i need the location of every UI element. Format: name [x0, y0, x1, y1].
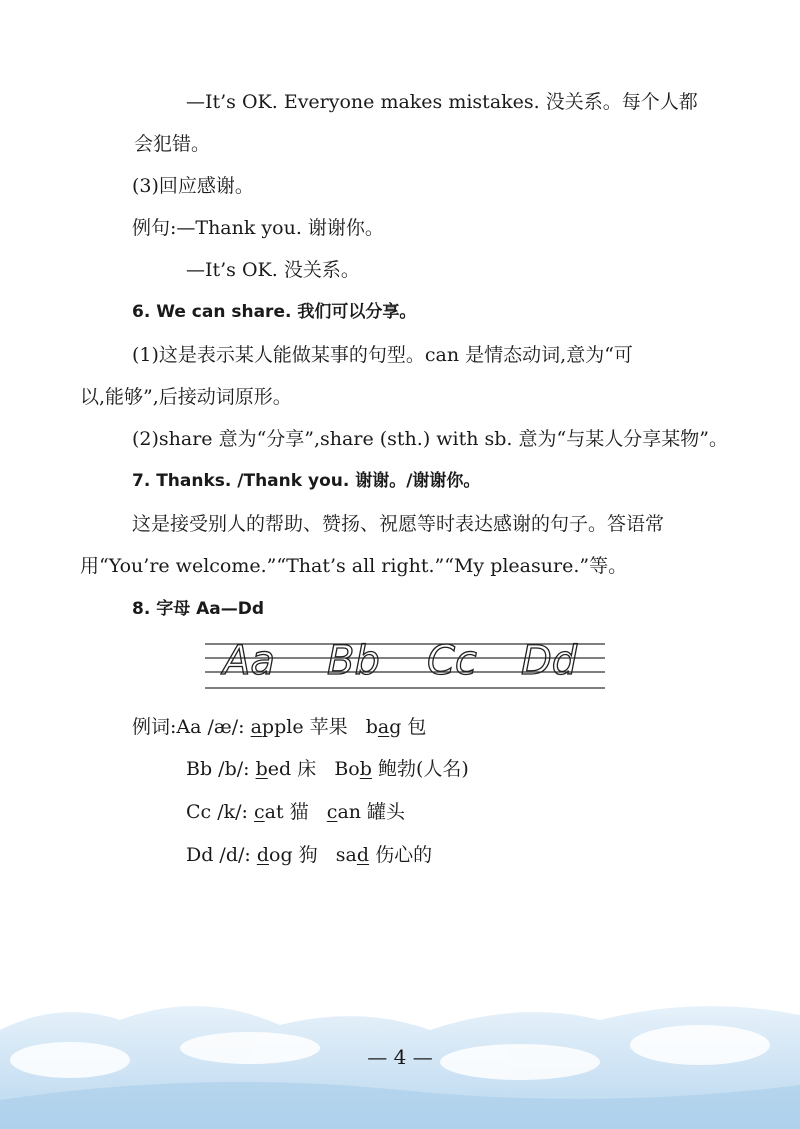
section-heading: 6. We can share. 我们可以分享。: [132, 302, 417, 322]
letter-cc: Cc: [427, 638, 477, 684]
example-row: [186, 799, 405, 825]
example-word: ed 床: [267, 758, 317, 780]
example-highlight: c: [253, 801, 265, 823]
example-word: 鲍勃(人名): [371, 758, 469, 780]
example-word: b: [365, 716, 378, 738]
example-word: Bo: [334, 758, 360, 780]
example-word: pple 苹果: [261, 716, 348, 738]
example-highlight: b: [255, 758, 268, 780]
example-prefix: Dd /d/:: [186, 844, 257, 866]
text-line: —It’s OK. 没关系。: [186, 259, 360, 281]
example-prefix: Bb /b/:: [186, 758, 256, 780]
example-highlight: d: [256, 844, 270, 866]
example-prefix: Cc /k/:: [186, 801, 254, 823]
page-number: — 4 —: [367, 1045, 433, 1069]
section-heading: 8. 字母 Aa—Dd: [132, 599, 265, 619]
example-word: at 猫: [264, 801, 309, 823]
handwriting-lines: [205, 638, 605, 698]
example-highlight: a: [250, 716, 262, 738]
text-line: 用“You’re welcome.”“That’s all right.”“My pleasure.”等。: [80, 555, 628, 577]
text-line: 会犯错。: [134, 133, 211, 155]
example-highlight: a: [377, 716, 390, 738]
example-word: g 包: [389, 716, 427, 738]
example-row: [186, 842, 432, 868]
example-word: an 罐头: [337, 801, 406, 823]
letter-dd: Dd: [521, 638, 578, 684]
section-heading: 7. Thanks. /Thank you. 谢谢。/谢谢你。: [132, 471, 481, 491]
example-word: sa: [335, 844, 357, 866]
example-highlight: b: [359, 758, 372, 780]
example-row: [186, 756, 469, 782]
text-line: (1)这是表示某人能做某事的句型。can 是情态动词,意为“可: [132, 344, 633, 366]
example-word: og 狗: [269, 844, 318, 866]
text-line: —It’s OK. Everyone makes mistakes. 没关系。每个人都: [186, 91, 698, 113]
example-prefix: 例词:Aa /æ/:: [132, 716, 251, 738]
letter-aa: Aa: [223, 638, 275, 684]
example-highlight: c: [326, 801, 338, 823]
example-row: [132, 714, 426, 740]
example-word: 伤心的: [369, 844, 433, 866]
letter-bb: Bb: [327, 638, 380, 684]
text-line: 例句:—Thank you. 谢谢你。: [132, 217, 384, 239]
text-line: (2)share 意为“分享”,share (sth.) with sb. 意为“与某人分享某物”。: [132, 428, 728, 450]
text-line: 以,能够”,后接动词原形。: [80, 386, 292, 408]
text-line: 这是接受别人的帮助、赞扬、祝愿等时表达感谢的句子。答语常: [132, 513, 665, 535]
text-line: (3)回应感谢。: [132, 175, 254, 197]
example-highlight: d: [356, 844, 370, 866]
